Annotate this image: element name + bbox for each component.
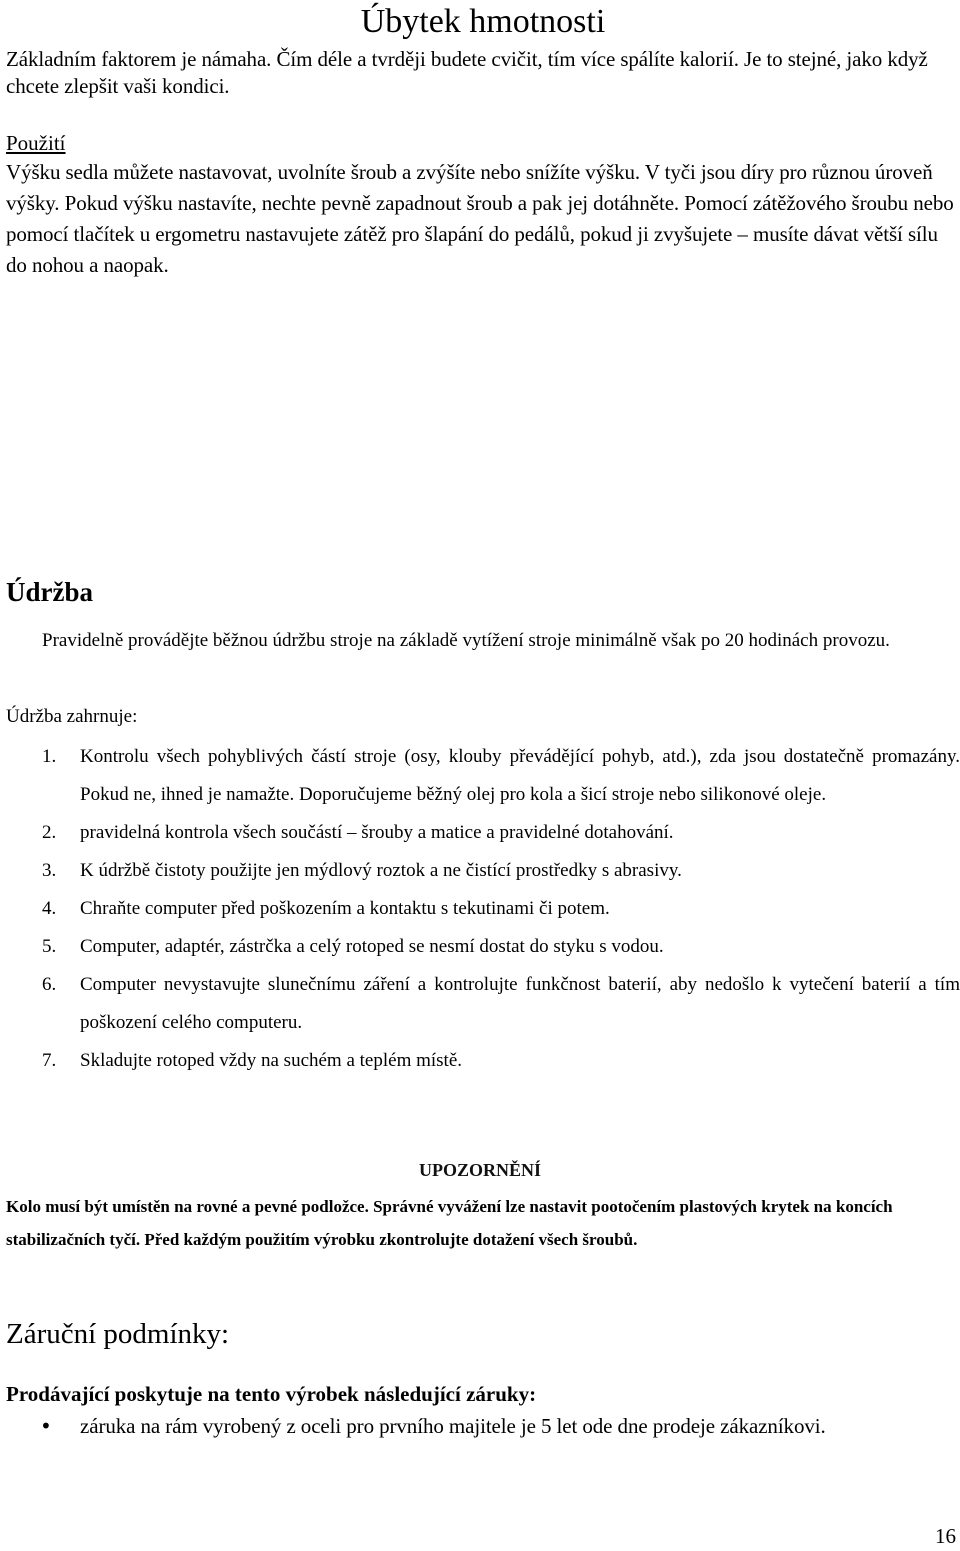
maintenance-list-item [42,814,960,852]
maintenance-includes-label: Údržba zahrnuje: [6,706,138,727]
list-item-text: záruka na rám vyrobený z oceli pro prvního majitele je 5 let ode dne prodeje zákazníkovi. [80,1414,826,1438]
page-title: Úbytek hmotnosti [360,3,606,40]
warning-heading: UPOZORNĚNÍ [418,1160,541,1180]
maintenance-heading: Údržba [6,577,93,607]
maintenance-list-item [42,928,960,966]
list-item-number: 2. [42,822,57,843]
list-item-text: Computer, adaptér, zástrčka a celý rotoped se nesmí dostat do styku s vodou. [80,936,664,957]
list-item-number: 1. [42,746,57,767]
list-item-number: 3. [42,860,57,881]
usage-paragraph: Výšku sedla můžete nastavovat, uvolníte šroub a zvýšíte nebo snížíte výšku. V tyči jsou díry pro různou úroveň výšky. Pokud výšku nastavíte, nechte pevně zapadnout šroub a pak jej dotáhněte. Pomocí zátěžového šroubu nebo pomocí tlačítek u ergometru nastavujete zátěž pro šlapání do pedálů, pokud ji zvyšujete – musíte dávat větší sílu do nohou a naopak. [6,160,954,277]
list-item-number: 6. [42,974,57,995]
warranty-list-item [6,1412,956,1440]
maintenance-list-item [42,852,960,890]
list-item-number: 5. [42,936,57,957]
maintenance-list [42,738,960,1080]
warranty-subheading: Prodávající poskytuje na tento výrobek následující záruky: [6,1382,537,1406]
list-item-text: Computer nevystavujte slunečnímu záření a kontrolujte funkčnost baterií, aby nedošlo k vytečení baterií a tím poškození celého computeru. [80,974,960,1033]
list-item-text: Kontrolu všech pohyblivých částí stroje (osy, klouby převádějící pohyb, atd.), zda jsou dostatečně promazány. Pokud ne, ihned je namažte. Doporučujeme běžný olej pro kola a šicí stroje nebo silikonové oleje. [80,746,960,805]
warranty-heading: Záruční podmínky: [6,1318,230,1350]
usage-heading: Použití [6,131,66,155]
list-item-number: 7. [42,1050,57,1071]
list-item-text: Chraňte computer před poškozením a kontaktu s tekutinami či potem. [80,898,610,919]
list-item-text: K údržbě čistoty použijte jen mýdlový roztok a ne čistící prostředky s abrasivy. [80,860,682,881]
page-number: 16 [935,1524,956,1548]
maintenance-list-item [42,966,960,1042]
maintenance-list-item [42,890,960,928]
maintenance-intro: Pravidelně provádějte běžnou údržbu stroje na základě vytížení stroje minimálně však po 20 hodinách provozu. [42,630,890,651]
warranty-list [6,1412,956,1440]
intro-paragraph: Základním faktorem je námaha. Čím déle a tvrději budete cvičit, tím více spálíte kalorií. Je to stejné, jako když chcete zlepšit vaši kondici. [6,47,928,98]
list-item-text: pravidelná kontrola všech součástí – šrouby a matice a pravidelné dotahování. [80,822,674,843]
maintenance-list-item [42,1042,960,1080]
list-item-text: Skladujte rotoped vždy na suchém a teplém místě. [80,1050,463,1071]
maintenance-list-item [42,738,960,814]
warning-text: Kolo musí být umístěn na rovné a pevné podložce. Správné vyvážení lze nastavit pootočením plastových krytek na koncích stabilizačních tyčí. Před každým použitím výrobku zkontrolujte dotažení všech šroubů. [6,1197,893,1249]
bullet-icon: • [40,1414,52,1438]
list-item-number: 4. [42,898,57,919]
